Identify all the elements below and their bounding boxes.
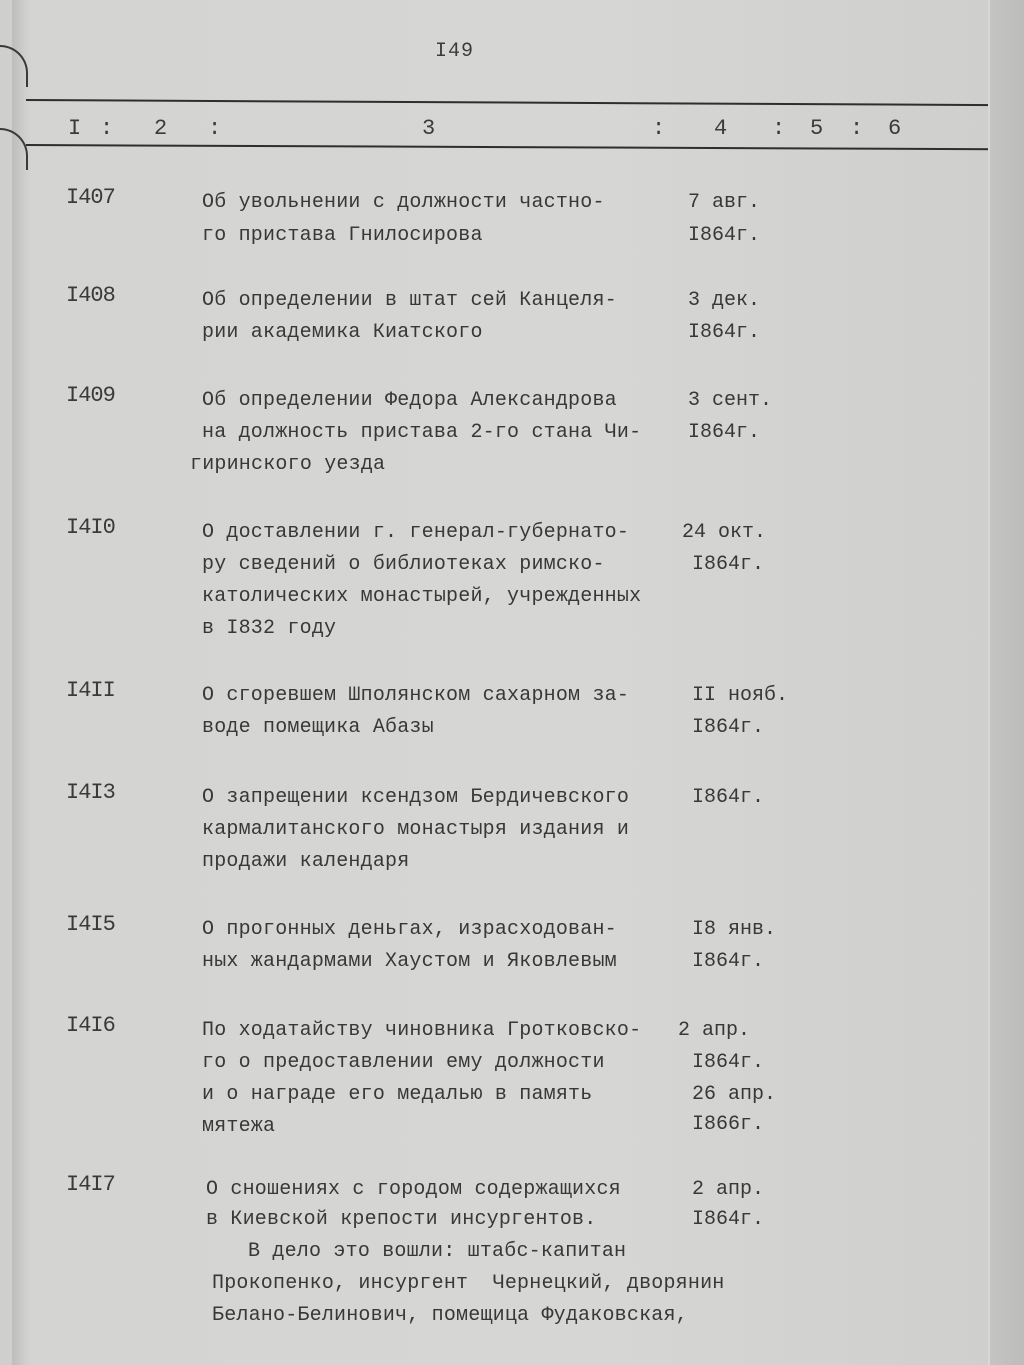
header-rule-bottom xyxy=(26,144,996,150)
record-date: I864г. xyxy=(688,321,761,344)
record-date: I864г. xyxy=(688,421,761,444)
record-date: I864г. xyxy=(692,716,765,739)
column-separator: : xyxy=(100,116,114,141)
column-header-4: 4 xyxy=(714,116,728,141)
record-title-line: на должность пристава 2-го стана Чи- xyxy=(202,421,642,444)
record-date: I866г. xyxy=(692,1113,765,1136)
record-title-line: ных жандармами Хаустом и Яковлевым xyxy=(202,950,617,973)
record-title-line: Об определении в штат сей Канцеля- xyxy=(202,289,617,312)
record-note-line: Белано-Белинович, помещица Фудаковская, xyxy=(212,1304,688,1327)
record-title-line: ру сведений о библиотеках римско- xyxy=(202,553,605,576)
record-note-line: В дело это вошли: штабс-капитан xyxy=(248,1240,627,1263)
record-number: I4II xyxy=(66,678,115,703)
record-date: I864г. xyxy=(692,786,765,809)
header-rule-top xyxy=(26,99,996,106)
record-date: I864г. xyxy=(692,553,765,576)
binding-stitch-icon xyxy=(0,45,28,87)
record-date: 24 окт. xyxy=(682,521,767,544)
record-date: 3 сент. xyxy=(688,389,773,412)
binding-edge xyxy=(12,0,26,1365)
column-header-2: 2 xyxy=(154,116,168,141)
record-date: I864г. xyxy=(692,1051,765,1074)
record-title-line: мятежа xyxy=(202,1115,276,1138)
column-header-6: 6 xyxy=(888,116,902,141)
record-title-line: По ходатайству чиновника Гротковско- xyxy=(202,1019,642,1042)
record-date: 7 авг. xyxy=(688,191,761,214)
record-date: I864г. xyxy=(688,224,761,247)
record-title-line: О доставлении г. генерал-губернато- xyxy=(202,521,630,544)
record-title-line: гиринского уезда xyxy=(190,453,386,476)
record-number: I4I7 xyxy=(66,1172,115,1197)
record-number: I4I6 xyxy=(66,1013,115,1038)
record-title-line: и о награде его медалью в память xyxy=(202,1083,593,1106)
record-title-line: го пристава Гнилосирова xyxy=(202,224,483,247)
column-header-3: 3 xyxy=(422,116,436,141)
record-title-line: в I832 году xyxy=(202,617,337,640)
record-number: I4I3 xyxy=(66,780,115,805)
record-title-line: воде помещика Абазы xyxy=(202,716,434,739)
record-title-line: рии академика Киатского xyxy=(202,321,483,344)
record-title-line: Об определении Федора Александрова xyxy=(202,389,617,412)
column-header-1: I xyxy=(68,116,82,141)
record-title-line: продажи календаря xyxy=(202,850,410,873)
record-date: I864г. xyxy=(692,950,765,973)
record-number: I409 xyxy=(66,383,115,408)
record-date: I864г. xyxy=(692,1208,765,1231)
document-page xyxy=(12,0,988,1365)
record-date: II нояб. xyxy=(692,684,789,707)
record-title-line: католических монастырей, учрежденных xyxy=(202,585,642,608)
record-note-line: Прокопенко, инсургент Чернецкий, дворянин xyxy=(212,1272,725,1295)
record-title-line: О запрещении ксендзом Бердичевского xyxy=(202,786,630,809)
record-number: I4I5 xyxy=(66,912,115,937)
page-number: I49 xyxy=(435,40,475,63)
record-title-line: го о предоставлении ему должности xyxy=(202,1051,605,1074)
record-number: I4I0 xyxy=(66,515,115,540)
record-date: 2 апр. xyxy=(678,1019,751,1042)
record-title-line: О сгоревшем Шполянском сахарном за- xyxy=(202,684,630,707)
record-date: 2 апр. xyxy=(692,1178,765,1201)
record-number: I407 xyxy=(66,185,115,210)
record-title-line: О прогонных деньгах, израсходован- xyxy=(202,918,617,941)
record-date: 3 дек. xyxy=(688,289,761,312)
binding-stitch-icon xyxy=(0,128,28,170)
record-title-line: Об увольнении с должности частно- xyxy=(202,191,605,214)
column-separator: : xyxy=(208,116,222,141)
record-title-line: кармалитанского монастыря издания и xyxy=(202,818,630,841)
column-separator: : xyxy=(850,116,864,141)
column-separator: : xyxy=(772,116,786,141)
column-separator: : xyxy=(652,116,666,141)
page-right-edge xyxy=(988,0,1024,1365)
record-title-line: в Киевской крепости инсургентов. xyxy=(206,1208,597,1231)
record-date: 26 апр. xyxy=(692,1083,777,1106)
record-title-line: О сношениях с городом содержащихся xyxy=(206,1178,621,1201)
record-date: I8 янв. xyxy=(692,918,777,941)
record-number: I408 xyxy=(66,283,115,308)
column-header-5: 5 xyxy=(810,116,824,141)
